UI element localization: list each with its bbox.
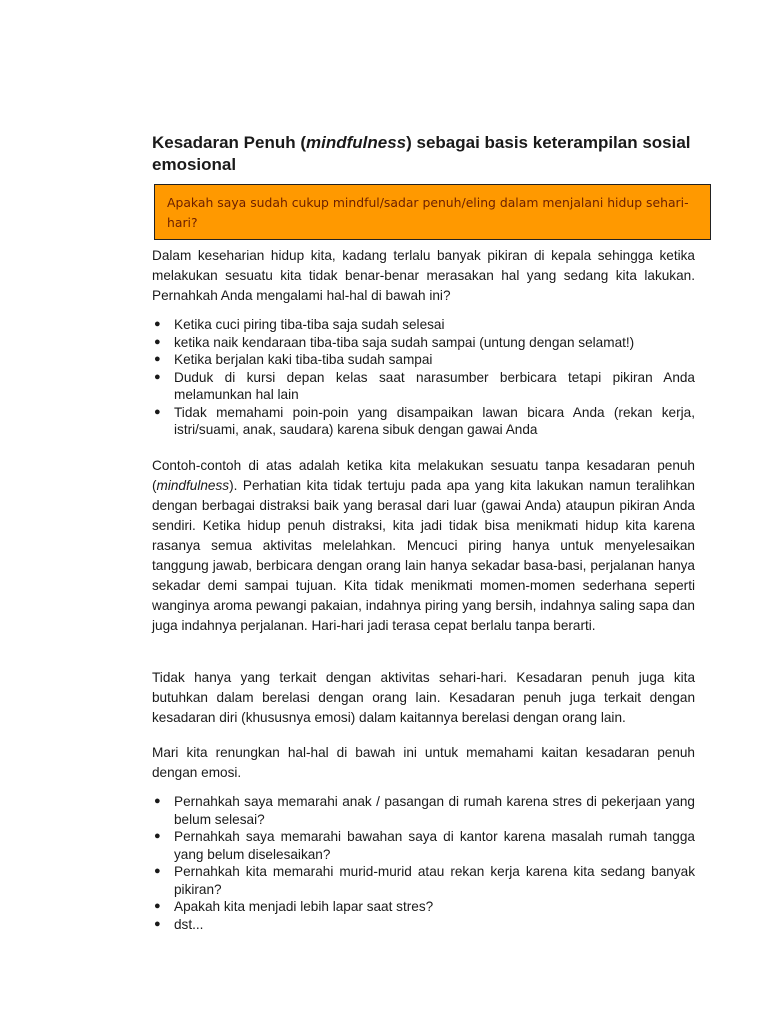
list-item: ● Pernahkah saya memarahi bawahan saya di kantor karena masalah rumah tangga yang belum diselesaikan? [154, 829, 695, 862]
reflection-intro-paragraph: Mari kita renungkan hal-hal di bawah ini untuk memahami kaitan kesadaran penuh dengan emosi. [152, 745, 695, 780]
emotion-reflection-list [152, 793, 695, 933]
title-text-start: Kesadaran Penuh ( [152, 133, 306, 152]
relations-paragraph: Tidak hanya yang terkait dengan aktivitas sehari-hari. Kesadaran penuh juga kita butuhkan dalam berelasi dengan orang lain. Kesadaran penuh juga terkait dengan kesadaran diri (khususnya emosi) dalam kaitannya berelasi dengan orang lain. [152, 670, 695, 725]
list-item: ● Ketika cuci piring tiba-tiba saja sudah selesai [154, 317, 445, 332]
list-item: ● Pernahkah kita memarahi murid-murid atau rekan kerja karena kita sedang banyak pikiran? [154, 864, 695, 897]
list-item: ● dst... [154, 916, 204, 932]
explanation-paragraph: Contoh-contoh di atas adalah ketika kita melakukan sesuatu tanpa kesadaran penuh (mindfulness). Perhatian kita tidak tertuju pada apa yang kita lakukan namun teralihkan dengan berbagai distraksi baik yang berasal dari luar (gawai Anda) ataupun pikiran Anda sendiri. Ketika hidup penuh distraksi, kita jadi tidak bisa menikmati hidup kita karena rasanya semua aktivitas melelahkan. Mencuci piring hanya untuk menyelesaikan tanggung jawab, berbicara dengan orang lain hanya sekadar basa-basi, perjalanan hanya sekadar demi sampai tujuan. Kita tidak menikmati momen-momen sederhana seperti wanginya aroma pewangi pakaian, indahnya piring yang bersih, indahnya saling sapa dan juga indahnya perjalanan. Hari-hari jadi terasa cepat berlalu tanpa berarti. [152, 458, 695, 633]
title-italic-term: mindfulness [306, 133, 407, 152]
bullet-icon: ● [154, 917, 161, 930]
section-title [152, 132, 695, 176]
bullet-icon: ● [154, 335, 161, 348]
intro-paragraph: Dalam keseharian hidup kita, kadang terlalu banyak pikiran di kepala sehingga ketika melakukan sesuatu kita tidak benar-benar merasakan hal yang sedang kita lakukan. Pernahkah Anda mengalami hal-hal di bawah ini? [152, 248, 695, 303]
title-text-end: ) sebagai basis keterampilan sosial emosional [152, 133, 691, 174]
reflection-question-text: Apakah saya sudah cukup mindful/sadar penuh/eling dalam menjalani hidup sehari-hari? [167, 195, 689, 230]
list-item: ● Tidak memahami poin-poin yang disampaikan lawan bicara Anda (rekan kerja, istri/suami, anak, saudara) karena sibuk dengan gawai Anda [154, 404, 695, 437]
bullet-icon: ● [154, 370, 161, 383]
list-item: ● Apakah kita menjadi lebih lapar saat stres? [154, 899, 434, 914]
bullet-icon: ● [154, 318, 161, 330]
list-item: ● Pernahkah saya memarahi anak / pasangan di rumah karena stres di pekerjaan yang belum selesai? [154, 794, 695, 827]
distraction-examples-list [152, 316, 695, 439]
bullet-icon: ● [154, 353, 161, 365]
bullet-icon: ● [154, 405, 161, 418]
italic-term: mindfulness [156, 478, 230, 493]
reflection-question-box [154, 184, 711, 240]
bullet-icon: ● [154, 865, 161, 877]
list-item: ● Duduk di kursi depan kelas saat narasumber berbicara tetapi pikiran Anda melamunkan hal lain [154, 369, 695, 402]
bullet-icon: ● [154, 830, 161, 842]
list-item: ● Ketika berjalan kaki tiba-tiba sudah sampai [154, 352, 433, 367]
bullet-icon: ● [154, 900, 161, 912]
list-item: ● ketika naik kendaraan tiba-tiba saja sudah sampai (untung dengan selamat!) [154, 334, 635, 350]
bullet-icon: ● [154, 795, 161, 807]
